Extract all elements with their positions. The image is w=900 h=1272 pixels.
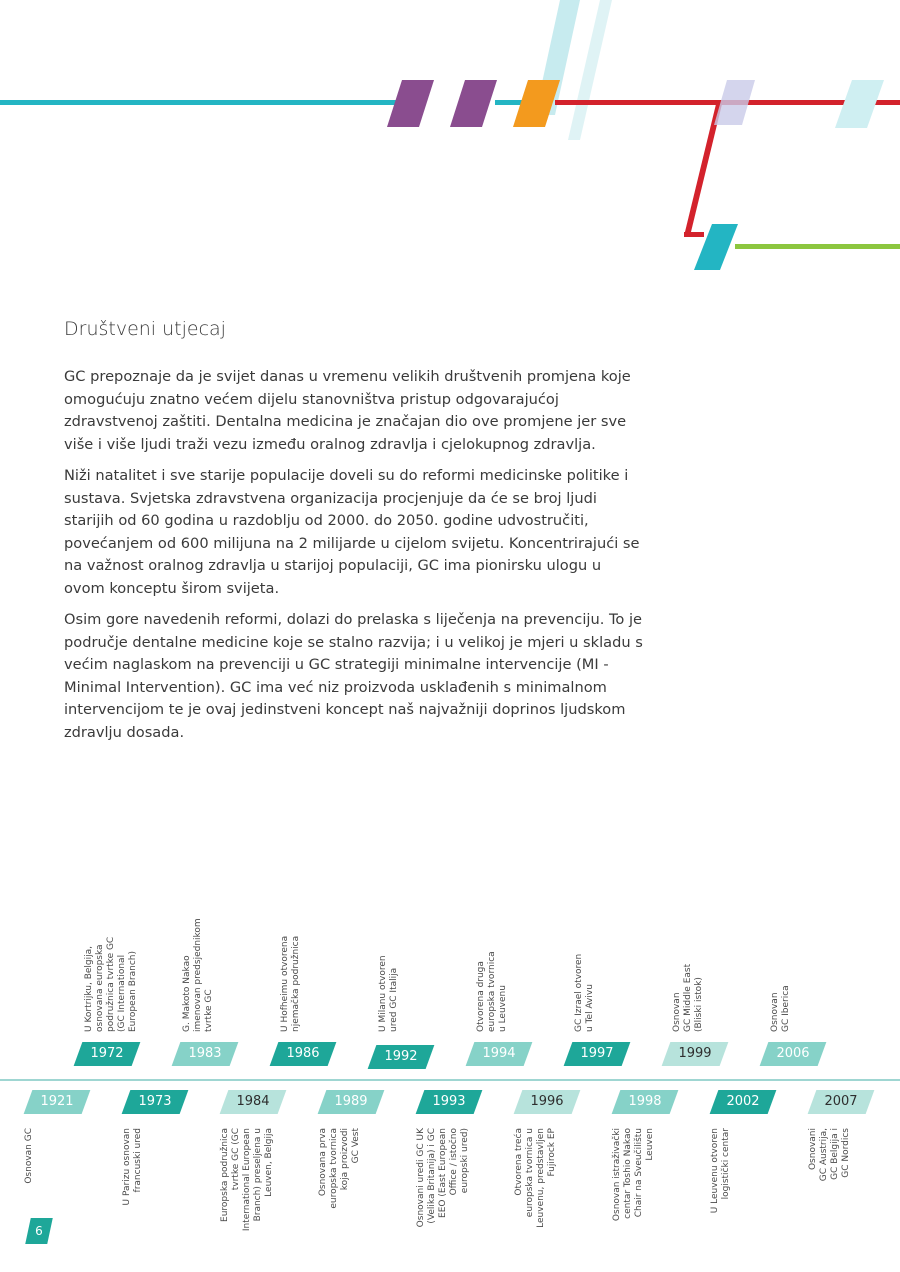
timeline-year: 1972 bbox=[90, 1046, 124, 1061]
deco-cyan-block bbox=[694, 224, 738, 270]
timeline-event-label: Osnovani GC Austrija, GC Belgija i GC Nordics bbox=[808, 1128, 851, 1182]
timeline-year: 1989 bbox=[334, 1094, 368, 1109]
timeline-year-badge bbox=[416, 1090, 483, 1114]
timeline-event-label: Osnovan GC Iberica bbox=[770, 985, 791, 1032]
deco-teal-line bbox=[0, 100, 400, 105]
timeline-event-label: Osnovana prva europska tvornica koja proizvodi GC Vest bbox=[318, 1128, 361, 1209]
timeline-year: 1992 bbox=[384, 1049, 418, 1064]
timeline-year: 2006 bbox=[776, 1046, 810, 1061]
page-number-badge bbox=[25, 1218, 53, 1244]
timeline-year-badge bbox=[24, 1090, 91, 1114]
timeline-year: 1997 bbox=[580, 1046, 614, 1061]
timeline-year-badge bbox=[808, 1090, 875, 1114]
timeline-event-label: Osnovani uredi GC UK (Velika Britanija) i GC EEO (East European Office / istočno europski ured) bbox=[416, 1128, 470, 1228]
timeline-year-badge bbox=[760, 1042, 827, 1066]
timeline-event-label: Osnovan GC bbox=[24, 1128, 34, 1184]
timeline-year: 2002 bbox=[726, 1094, 760, 1109]
page-number: 6 bbox=[35, 1224, 43, 1238]
timeline-event-label: U Milanu otvoren ured GC Italija bbox=[378, 955, 399, 1032]
timeline-event-label: Europska podružnica tvrtke GC (GC International European Branch) preseljena u Leuven, Belgija bbox=[220, 1128, 274, 1232]
timeline-event-label: Osnovan istraživački centar Toshio Nakao Chair na Sveučilištu Leuven bbox=[612, 1128, 655, 1222]
timeline-event-label: U Hofheimu otvorena njemačka podružnica bbox=[280, 935, 301, 1032]
timeline-year: 2007 bbox=[824, 1094, 858, 1109]
decorative-header-graphic bbox=[0, 0, 900, 290]
timeline-year: 1994 bbox=[482, 1046, 516, 1061]
timeline-year: 1996 bbox=[530, 1094, 564, 1109]
paragraph: Niži natalitet i sve starije populacije doveli su do reformi medicinske politike i sustava. Svjetska zdravstvena organizacija procjenjuje da će se broj ljudi starijih od 60 godina u razdoblju od 2000. do 2050. godine udvostručiti, povećanjem od 600 milijuna na 2 milijarde u cijelom svijetu. Koncentrirajući se na važnost oralnog zdravlja u starijoj populaciji, GC ima pionirsku ulogu u ovom konceptu širom svijeta. bbox=[64, 467, 640, 597]
timeline-event-label: Otvorena treća europska tvornica u Leuvenu, predstavljen Fujirock EP bbox=[514, 1128, 557, 1228]
timeline-year: 1973 bbox=[138, 1094, 172, 1109]
timeline-year-badge bbox=[662, 1042, 729, 1066]
timeline-year-badge bbox=[270, 1042, 337, 1066]
timeline-year-badge bbox=[318, 1090, 385, 1114]
timeline-year: 1921 bbox=[40, 1094, 74, 1109]
timeline-year: 1999 bbox=[678, 1046, 712, 1061]
timeline-year-badge bbox=[466, 1042, 533, 1066]
timeline-year-badge bbox=[612, 1090, 679, 1114]
timeline-event-label: GC Izrael otvoren u Tel Avivu bbox=[574, 953, 595, 1032]
timeline-year-badge bbox=[74, 1042, 141, 1066]
timeline-event-label: Otvorena druga europska tvornica u Leuvenu bbox=[476, 951, 508, 1032]
deco-red-line bbox=[684, 232, 704, 237]
timeline-year-badge bbox=[368, 1045, 435, 1069]
timeline-year: 1993 bbox=[432, 1094, 466, 1109]
timeline-year-badge bbox=[564, 1042, 631, 1066]
page-title: Društveni utjecaj bbox=[64, 318, 226, 340]
timeline-year: 1984 bbox=[236, 1094, 270, 1109]
paragraph: Osim gore navedenih reformi, dolazi do prelaska s liječenja na prevenciju. To je područje dentalne medicine koje se stalno razvija; i u velikoj je mjeri u skladu s većim naglaskom na prevenciji u GC strategiji minimalne intervencije (MI - Minimal Intervention). GC ima već niz proizvoda usklađenih s minimalnom intervencijom te je ovaj jedinstveni koncept naš najvažniji doprinos ljudskom zdravlju dosada. bbox=[64, 611, 643, 741]
timeline-year-badge bbox=[514, 1090, 581, 1114]
timeline-event-label: U Kortrijku, Belgija, osnovana europska podružnica tvrtke GC (GC International European Branch) bbox=[84, 936, 138, 1032]
body-text bbox=[64, 366, 644, 753]
timeline-event-label: Osnovan GC Middle East (Bliski istok) bbox=[672, 963, 704, 1032]
timeline-year: 1998 bbox=[628, 1094, 662, 1109]
timeline-axis bbox=[0, 1079, 900, 1081]
timeline-year-badge bbox=[122, 1090, 189, 1114]
timeline-year: 1986 bbox=[286, 1046, 320, 1061]
timeline-event-label: G. Makoto Nakao imenovan predsjednikom tvrtke GC bbox=[182, 918, 214, 1032]
deco-green-line bbox=[735, 244, 900, 249]
timeline-year: 1983 bbox=[188, 1046, 222, 1061]
timeline-year-badge bbox=[172, 1042, 239, 1066]
timeline-event-label: U Parizu osnovan francuski ured bbox=[122, 1128, 143, 1206]
timeline-year-badge bbox=[220, 1090, 287, 1114]
deco-purple-block bbox=[450, 80, 497, 127]
paragraph: GC prepoznaje da je svijet danas u vremenu velikih društvenih promjena koje omogućuju znatno većem dijelu stanovništva pristup odgovarajućoj zdravstvenoj zaštiti. Dentalna medicina je značajan dio ove promjene jer sve više i više ljudi traži vezu između oralnog zdravlja i cjelokupnog zdravlja. bbox=[64, 368, 631, 453]
timeline-event-label: U Leuvenu otvoren logistički centar bbox=[710, 1128, 731, 1214]
timeline-year-badge bbox=[710, 1090, 777, 1114]
